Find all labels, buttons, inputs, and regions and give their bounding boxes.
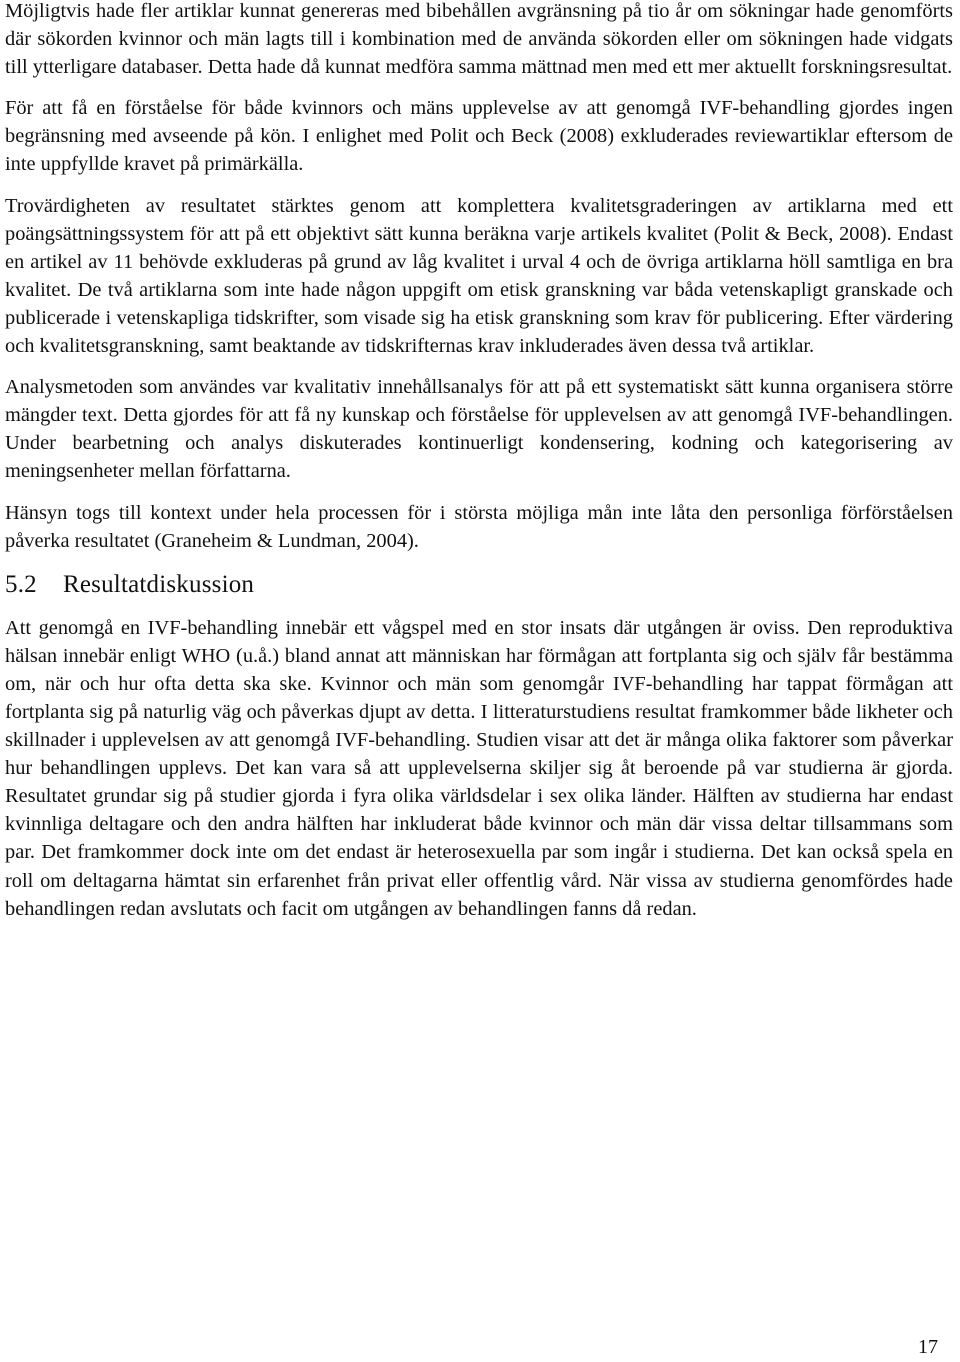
paragraph-credibility: Trovärdigheten av resultatet stärktes genom att komplettera kvalitetsgraderingen av artiklarna med ett poängsättningssystem för att på ett objektivt sätt kunna beräkna varje artikels kvalitet (Polit & Beck, 2008). Endast en artikel av 11 behövde exkluderas på grund av låg kvalitet i urval 4 och de övriga artiklarna höll samtliga en bra kvalitet. De två artiklarna som inte hade någon uppgift om etisk granskning var båda vetenskapligt granskade och publicerade i vetenskapliga tidskrifter, som visade sig ha etisk granskning som krav för publicering. Efter värdering och kvalitetsgranskning, samt beaktande av tidskrifternas krav inkluderades även dessa två artiklar.: [5, 194, 953, 358]
section-title: Resultatdiskussion: [63, 570, 255, 598]
section-heading: [5, 568, 953, 602]
section-number: 5.2: [5, 570, 37, 598]
paragraph-gender-scope: För att få en förståelse för både kvinnors och mäns upplevelse av att genomgå IVF-behandling gjordes ingen begränsning med avseende på kön. I enlighet med Polit och Beck (2008) exkluderades reviewartiklar eftersom de inte uppfyllde kravet på primärkälla.: [5, 97, 953, 176]
paragraph-analysis-method: Analysmetoden som användes var kvalitativ innehållsanalys för att på ett systematiskt sätt kunna organisera större mängder text. Detta gjordes för att få ny kunskap och förståelse för upplevelsen av att genomgå IVF-behandlingen. Under bearbetning och analys diskuterades kontinuerligt kondensering, kodning och kategorisering av meningsenheter mellan författarna.: [5, 376, 953, 483]
paragraph-search-limitation: Möjligtvis hade fler artiklar kunnat genereras med bibehållen avgränsning på tio år om sökningar hade genomförts där sökorden kvinnor och män lagts till i kombination med de använda sökorden eller om sökningen hade vidgats till ytterligare databaser. Detta hade då kunnat medföra samma mättnad men med ett mer aktuellt forskningsresultat.: [5, 0, 953, 79]
page-number: 17: [918, 1336, 938, 1358]
paragraph-results-discussion: Att genomgå en IVF-behandling innebär ett vågspel med en stor insats där utgången är oviss. Den reproduktiva hälsan innebär enligt WHO (u.å.) bland annat att människan har förmågan att fortplanta sig och själv får bestämma om, när och hur ofta detta ska ske. Kvinnor och män som genomgår IVF-behandling har tappat förmågan att fortplanta sig på naturlig väg och påverkas djupt av detta. I litteraturstudiens resultat framkommer både likheter och skillnader i upplevelsen av att genomgå IVF-behandling. Studien visar att det är många olika faktorer som påverkar hur behandlingen upplevs. Det kan vara så att upplevelserna skiljer sig åt beroende på var studierna är gjorda. Resultatet grundar sig på studier gjorda i fyra olika världsdelar i sex olika länder. Hälften av studierna har endast kvinnliga deltagare och den andra hälften har inkluderat både kvinnor och män där vissa deltar tillsammans som par. Det framkommer dock inte om det endast är heterosexuella par som ingår i studierna. Det kan också spela en roll om deltagarna hämtat sin erfarenhet från privat eller offentlig vård. När vissa av studierna genomfördes hade behandlingen redan avslutats och facit om utgången av behandlingen fanns då redan.: [5, 616, 953, 920]
paragraph-context: Hänsyn togs till kontext under hela processen för i största möjliga mån inte låta den personliga förförståelsen påverka resultatet (Graneheim & Lundman, 2004).: [5, 501, 953, 552]
document-page: [5, 0, 953, 936]
